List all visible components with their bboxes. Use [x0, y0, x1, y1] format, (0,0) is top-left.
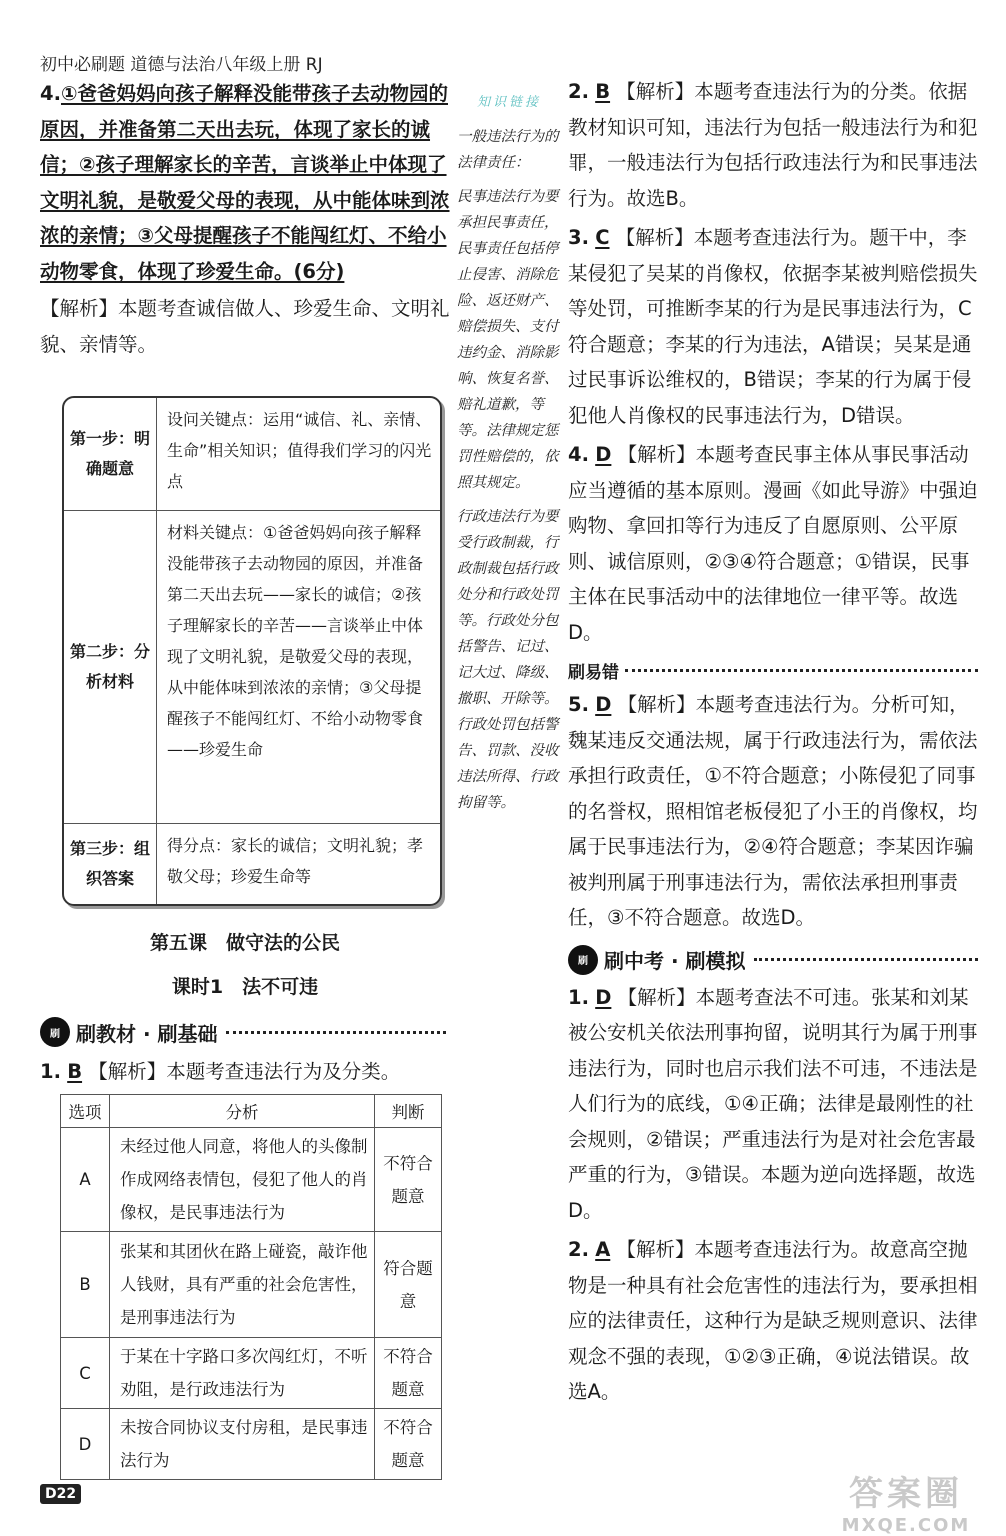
- left-column: [40, 76, 450, 362]
- section-banner-textbook: 刷 刷教材 · 刷基础: [40, 1014, 446, 1050]
- divider: [625, 669, 978, 672]
- step-row: [64, 398, 440, 511]
- q1-analysis: 1. B 【解析】本题考查违法行为及分类。: [40, 1060, 401, 1083]
- step-text: 材料关键点：①爸爸妈妈向孩子解释没能带孩子去动物园的原因，并准备第二天出去玩——家长的诚信；②孩子理解家长的辛苦——言谈举止中体现了文明礼貌，是敬爱父母的表现，从中能体味到浓浓的亲情；③父母提醒孩子不能闯红灯、不给小动物零食——珍爱生命: [167, 523, 424, 759]
- q4-answer: 4.①爸爸妈妈向孩子解释没能带孩子去动物园的原因，并准备第二天出去玩，体现了家长的诚信；②孩子理解家长的辛苦，言谈举止中体现了文明礼貌，是敬爱父母的表现，从中能体味到浓浓的亲情；③父母提醒孩子不能闯红灯、不给小动物零食，体现了珍爱生命。(6分): [40, 82, 450, 283]
- sidebar-paragraph: 民事违法行为要承担民事责任，民事责任包括停止侵害、消除危险、返还财产、赔偿损失、支付违约金、消除影响、恢复名誉、赔礼道歉，等等。法律规定惩罚性赔偿的，依照其规定。: [457, 189, 559, 491]
- page-number: D22: [40, 1484, 81, 1504]
- table-header: 选项: [61, 1095, 110, 1128]
- table-header-row: [61, 1095, 442, 1128]
- brush-badge-icon: 刷: [568, 945, 598, 975]
- answer-choice: A: [595, 1238, 611, 1261]
- knowledge-sidebar: [457, 90, 561, 824]
- step-text: 设问关键点：运用“诚信、礼、亲情、生命”相关知识；值得我们学习的闪光点: [167, 410, 432, 491]
- divider: [754, 958, 978, 961]
- sidebar-paragraph: 一般违法行为的法律责任：: [457, 129, 559, 171]
- right-column: [568, 74, 978, 1410]
- section-banner-exam: 刷 刷中考 · 刷模拟: [568, 942, 978, 978]
- brush-badge-icon: 刷: [40, 1017, 70, 1047]
- step-label: 第三步：组织答案: [64, 824, 157, 904]
- analysis-table: [60, 1094, 442, 1480]
- answer-item: 1. D 【解析】本题考查法不可违。张某和刘某被公安机关依法刑事拘留，说明其行为属于刑事违法行为，同时也启示我们法不可违，不违法是人们行为的底线，①④正确；法律是最刚性的社会规则，②错误；严重违法行为是对社会危害最严重的行为，③错误。本题为逆向选择题，故选D。: [568, 985, 978, 1222]
- step-row: [64, 824, 440, 904]
- sidebar-paragraph: 行政违法行为要受行政制裁，行政制裁包括行政处分和行政处罚等。行政处分包括警告、记过、记大过、降级、撤职、开除等。行政处罚包括警告、罚款、没收违法所得、行政拘留等。: [457, 509, 559, 811]
- page-header: 初中必刷题 道德与法治八年级上册 RJ: [40, 55, 323, 75]
- step-row: [64, 511, 440, 824]
- watermark-logo: 答案圈 MXQE.COM: [841, 1474, 971, 1536]
- answer-item: 2. A 【解析】本题考查违法行为。故意高空抛物是一种具有社会危害性的违法行为，要承担相应的法律责任，这种行为是缺乏规则意识、法律观念不强的表现，①②③正确，④说法错误。故选A。: [568, 1238, 978, 1403]
- answer-choice: D: [595, 693, 612, 716]
- answer-choice: D: [595, 443, 612, 466]
- answer-choice: B: [67, 1060, 83, 1083]
- divider: [226, 1031, 446, 1034]
- easy-mistake-tag: 刷易错: [568, 658, 978, 683]
- lesson-title: 第五课 做守法的公民: [149, 932, 340, 954]
- table-row: A 未经过他人同意，将他人的头像制作成网络表情包，侵犯了他人的肖像权，是民事违法行为 不符合题意: [61, 1128, 442, 1232]
- answer-choice: D: [595, 985, 612, 1009]
- answer-item: 3. C 【解析】本题考查违法行为。题干中，李某侵犯了吴某的肖像权，依据李某被判赔偿损失等处罚，可推断李某的行为是民事违法行为，C符合题意；李某的行为违法，A错误；吴某是通过民事诉讼维权的，B错误；李某的行为属于侵犯他人肖像权的民事违法行为，D错误。: [568, 226, 978, 427]
- step-label: 第一步：明确题意: [64, 398, 157, 510]
- answer-item: 2. B 【解析】本题考查违法行为的分类。依据教材知识可知，违法行为包括一般违法行为和犯罪，一般违法行为包括行政违法行为和民事违法行为。故选B。: [568, 80, 978, 210]
- table-header: 分析: [110, 1095, 375, 1128]
- period-title: 课时1 法不可违: [171, 976, 319, 998]
- answer-choice: B: [595, 80, 611, 103]
- table-header: 判断: [375, 1095, 442, 1128]
- answer-choice: C: [595, 226, 610, 249]
- answer-item: 4. D 【解析】本题考查民事主体从事民事活动应当遵循的基本原则。漫画《如此导游》中强迫购物、拿回扣等行为违反了自愿原则、公平原则、诚信原则，②③④符合题意；①错误，民事主体在民事活动中的法律地位一律平等。故选D。: [568, 443, 978, 644]
- table-row: D 未按合同协议支付房租，是民事违法行为 不符合题意: [61, 1409, 442, 1480]
- answer-item: 5. D 【解析】本题考查违法行为。分析可知，魏某违反交通法规，属于行政违法行为，需依法承担行政责任，①不符合题意；小陈侵犯了同事的名誉权，照相馆老板侵犯了小王的肖像权，均属于民事违法行为，②④符合题意；李某因诈骗被判刑属于刑事违法行为，需依法承担刑事责任，③不符合题意。故选D。: [568, 693, 978, 929]
- step-text: 得分点：家长的诚信；文明礼貌；孝敬父母；珍爱生命等: [167, 836, 424, 886]
- table-row: B 张某和其团伙在路上碰瓷，敲诈他人钱财，具有严重的社会危害性，是刑事违法行为 符合题意: [61, 1232, 442, 1338]
- sidebar-title: 知识链接: [476, 95, 541, 110]
- q4-analysis: 【解析】本题考查诚信做人、珍爱生命、文明礼貌、亲情等。: [40, 297, 450, 356]
- solution-steps-box: [62, 396, 442, 906]
- step-label: 第二步：分析材料: [64, 511, 157, 823]
- table-row: C 于某在十字路口多次闯红灯，不听劝阻，是行政违法行为 不符合题意: [61, 1338, 442, 1409]
